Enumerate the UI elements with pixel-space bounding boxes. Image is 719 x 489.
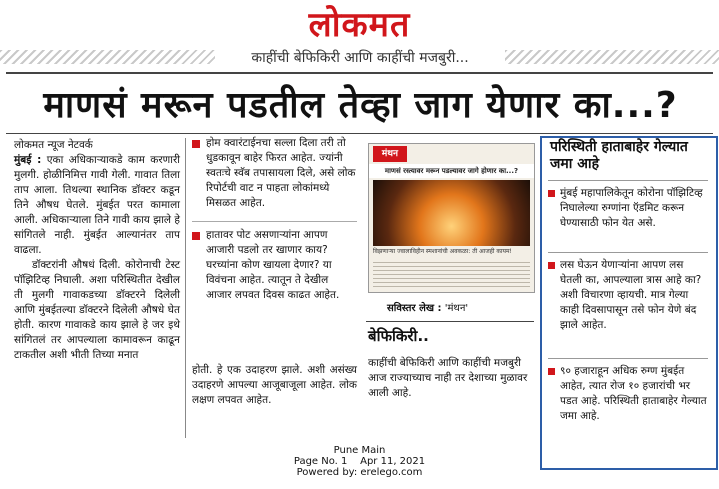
bullet-text: हातावर पोट असणाऱ्यांना आपण आजारी पडलो तर खाणार काय? घरच्यांना कोण खायला देणार? या विवंचना आहेत. त्यातून ते देखील आजार लपवत दिवस काढत आहेत.: [206, 229, 340, 301]
sidebar-title: परिस्थिती हाताबाहेर गेल्यात जमा आहे: [550, 139, 688, 172]
footer-page-date: [200, 456, 519, 467]
bullet-text: होम क्वारंटाईनचा सल्ला दिला तरी तो धुडकावून बाहेर फिरत आहेत. ज्यांनी स्वतःचे स्वॅब तपासायला दिले, असे लोक रिपोर्टची वाट न पाहता लोकांमध्ये मिसळत आहेत.: [206, 137, 356, 209]
bullet-item: [192, 136, 357, 211]
bullet-square-icon: [192, 232, 200, 240]
sidebar-item-text: ९० हजाराहून अधिक रुग्ण मुंबईत आहेत, त्यात रोज १० हजारांची भर पडत आहे. परिस्थिती हाताबाहेर गेल्यात जमा आहे.: [560, 365, 707, 422]
hatch-right: [505, 50, 719, 64]
clipping-caption: विझणाऱ्या ज्वालाविहीन स्मशानांची अवकळा: ती आजही कायम!: [373, 248, 512, 255]
byline: लोकमत न्यूज नेटवर्क: [14, 139, 93, 151]
headline: माणसं मरून पडतील तेव्हा जाग येणार का...?: [43, 85, 678, 126]
sidebar-divider: [548, 252, 708, 253]
hatch-left: [0, 50, 215, 64]
detail-reference: [387, 300, 527, 318]
footer-edition: Pune Main: [333, 445, 386, 456]
column-divider: [185, 138, 186, 438]
bullet-square-icon: [548, 262, 555, 269]
story-column-2: [192, 136, 357, 313]
sidebar-item: [548, 364, 708, 424]
clipping-text-lines: [373, 262, 530, 288]
subhead: बेफिकिरी..: [368, 327, 429, 345]
footer-powered: Powered by: erelego.com: [296, 467, 423, 478]
dateline: मुंबई :: [14, 154, 42, 166]
divider-detail: [366, 321, 534, 322]
kicker: काहींची बेफिकिरी आणि काहींची मजबुरी...: [251, 50, 469, 66]
para-1-text: एका अधिकाऱ्याकडे काम करणारी मुलगी. होळीनिमित्त गावी गेली. गावात तिला ताप आला. तिथल्या स्थानिक डॉक्टर कडून तिने औषध घेतले. मुंबईत परत कामाला आली. अधिकाऱ्याला तिने गावी काय झाले हे सांगितले नाही. मुंबईत आल्यानंतर ताप वाढला.: [14, 154, 180, 256]
bullet-square-icon: [192, 140, 200, 148]
fire-photo: [373, 180, 530, 246]
detail-value: 'मंथन': [444, 303, 469, 314]
bullet-item: [192, 228, 357, 303]
sidebar-item: [548, 186, 708, 231]
masthead-logo: लोकमत: [308, 5, 411, 45]
divider-top: [6, 72, 713, 74]
clipping-headline: माणसं रस्त्यावर मरून पडल्यावर जागे होणार का...?: [369, 164, 534, 178]
footer-date: Apr 11, 2021: [360, 456, 426, 467]
bullet-divider: [192, 221, 357, 222]
clipping-logo: मंथन: [373, 146, 407, 162]
detail-label: सविस्तर लेख :: [387, 303, 442, 314]
news-clipping-image: [368, 143, 535, 293]
sidebar-divider: [548, 358, 708, 359]
divider-headline: [6, 133, 713, 134]
sidebar-item: [548, 258, 708, 333]
para-1: [14, 153, 180, 258]
story-column-1: [14, 138, 180, 363]
column-3-para: काहींची बेफिकिरी आणि काहींची मजबुरी आज राज्याच्याच नाही तर देशाच्या मुळावर आली आहे.: [368, 357, 528, 399]
bullet-square-icon: [548, 368, 555, 375]
sidebar-divider: [548, 180, 708, 181]
para-2: डॉक्टरांनी औषधं दिली. कोरोनाची टेस्ट पॉझिटिव्ह निघाली. अशा परिस्थितीत देखील ती मुलगी गावाकडच्या डॉक्टरने दिलेली आणि मुंबईतल्या डॉक्टरने दिलेली औषधे घेत होती. कारण गावाकडे काय झाले हे जर इथे सांगितलं तर आपल्याला कामावरून काढून टाकतील अशी भीती तिच्या मनात: [14, 259, 180, 361]
bullet-square-icon: [548, 190, 555, 197]
sidebar-item-text: मुंबई महापालिकेतून कोरोना पॉझिटिव्ह निघालेल्या रुग्णांना ऍडमिट करून घेण्यासाठी फोन येत असे.: [560, 187, 703, 229]
footer-page: Page No. 1: [293, 456, 348, 467]
column-2-tail: होती. हे एक उदाहरण झाले. अशी असंख्य उदाहरणे आपल्या आजूबाजूला आहेत. लोक लक्षण लपवत आहेत.: [192, 364, 357, 406]
page-footer: [200, 445, 519, 478]
sidebar-item-text: लस घेऊन येणाऱ्यांना आपण लस घेतली का, आपल्याला त्रास आहे का? अशी विचारणा व्हायची. मात्र गेल्या काही दिवसापासून तसे फोन येणे बंद झाले आहेत.: [560, 259, 702, 331]
